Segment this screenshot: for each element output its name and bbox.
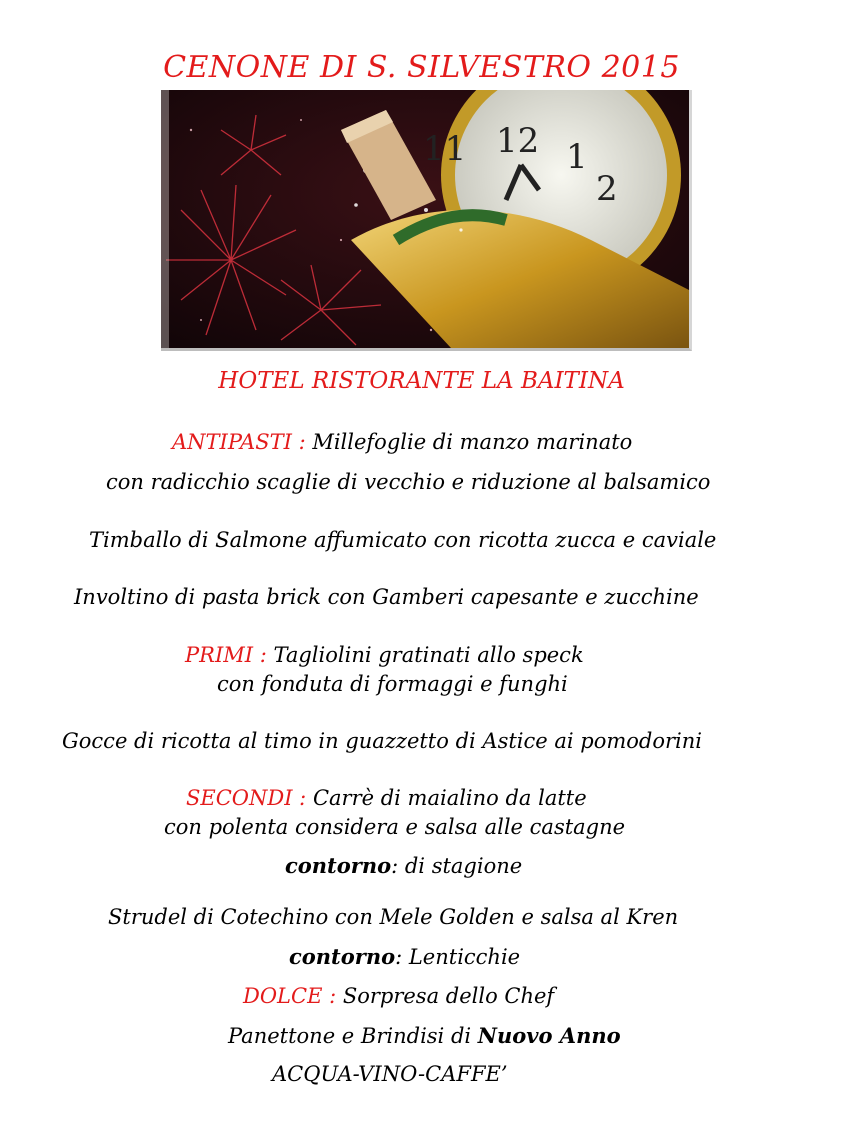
svg-text:11: 11	[423, 129, 467, 169]
dolce-dish-1: Sorpresa dello Chef	[336, 984, 555, 1008]
primi-label: PRIMI :	[185, 643, 267, 667]
dolce-label: DOLCE :	[243, 984, 337, 1008]
contorno-text-2: : Lenticchie	[395, 945, 521, 969]
contorno-line-2	[289, 944, 520, 969]
primi-dish-1: Tagliolini gratinati allo speck	[266, 643, 584, 667]
contorno-line-1	[285, 853, 522, 878]
svg-text:12: 12	[496, 121, 540, 161]
antipasti-line	[172, 430, 632, 454]
contorno-text-1: : di stagione	[391, 854, 523, 878]
secondi-line	[186, 786, 587, 810]
svg-text:2: 2	[596, 169, 618, 209]
secondi-dish-2: Strudel di Cotechino con Mele Golden e salsa al Kren	[108, 905, 679, 929]
hotel-name: HOTEL RISTORANTE LA BAITINA	[218, 368, 625, 394]
nuovo-anno: Nuovo Anno	[477, 1023, 621, 1048]
antipasti-dish-1-detail: con radicchio scaglie di vecchio e riduzione al balsamico	[106, 470, 711, 494]
dolce-line-2	[228, 1023, 621, 1048]
dolce-line	[243, 984, 554, 1008]
dolce-dish-2: Panettone e Brindisi di	[228, 1024, 478, 1048]
beverages-footer: ACQUA-VINO-CAFFE’	[272, 1062, 508, 1086]
antipasti-label: ANTIPASTI :	[172, 430, 306, 454]
contorno-label-1: contorno	[285, 853, 392, 878]
champagne-clock-fireworks-image	[161, 90, 689, 348]
svg-text:1: 1	[566, 137, 588, 177]
primi-line	[185, 643, 584, 667]
menu-title: CENONE DI S. SILVESTRO 2015	[163, 50, 680, 85]
antipasti-dish-1: Millefoglie di manzo marinato	[305, 430, 633, 454]
secondi-dish-1: Carrè di maialino da latte	[306, 786, 587, 810]
contorno-label-2: contorno	[289, 944, 396, 969]
antipasti-dish-3: Involtino di pasta brick con Gamberi capesante e zucchine	[74, 585, 699, 609]
secondi-dish-1-detail: con polenta considera e salsa alle castagne	[164, 815, 626, 839]
secondi-label: SECONDI :	[186, 786, 307, 810]
antipasti-dish-2: Timballo di Salmone affumicato con ricotta zucca e caviale	[89, 528, 717, 552]
primi-dish-2: Gocce di ricotta al timo in guazzetto di Astice ai pomodorini	[62, 729, 702, 753]
hero-image	[161, 90, 692, 351]
primi-dish-1-detail: con fonduta di formaggi e funghi	[217, 672, 568, 696]
